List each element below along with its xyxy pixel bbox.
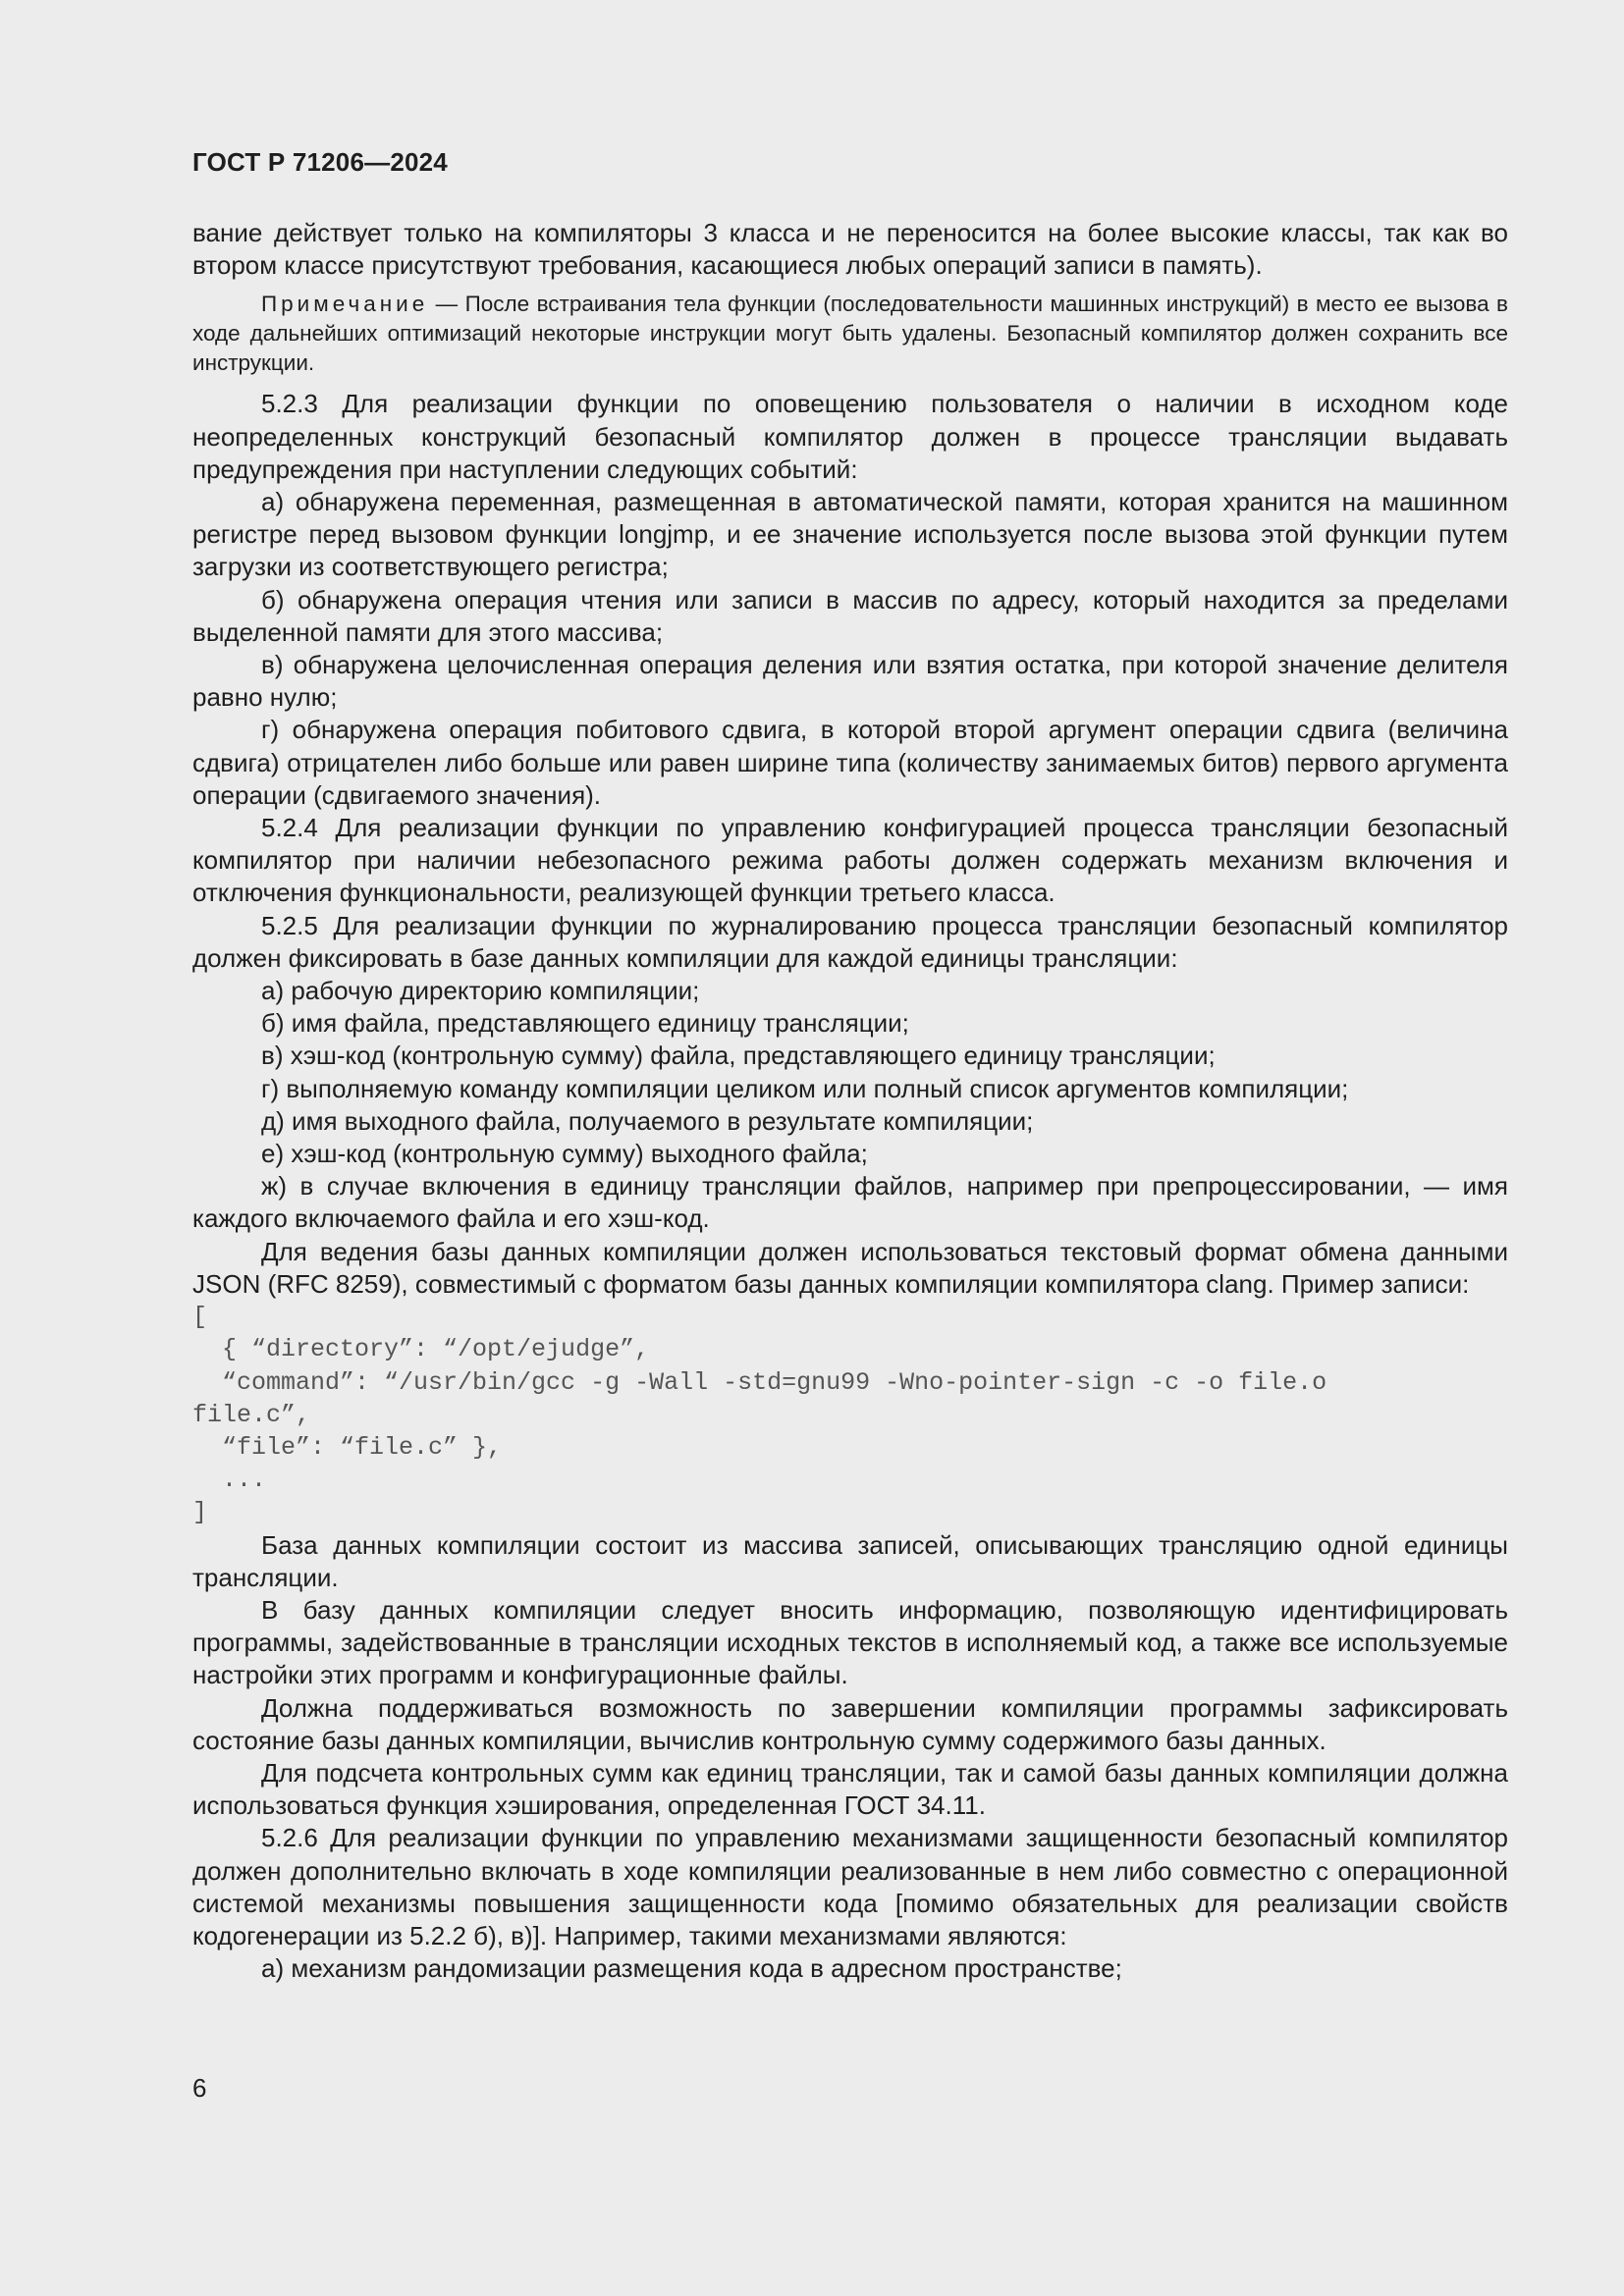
list-item: г) выполняемую команду компиляции целиком или полный список аргументов компиляции; [261, 1073, 1349, 1103]
paragraph-db-3: Должна поддерживаться возможность по завершении компиляции программы зафиксировать состояние базы данных компиляции, вычислив контрольную сумму содержимого базы данных. [192, 1692, 1508, 1755]
clause-5-2-6: 5.2.6 Для реализации функции по управлению механизмами защищенности безопасный компилятор должен дополнительно включать в ходе компиляции реализованные в нем либо совместно с операционной системой механизмы повышения защищенности кода [помимо обязательных для реализации свойств кодогенерации из 5.2.2 б), в)]. Например, такими механизмами являются: [192, 1823, 1508, 1950]
list-item: а) механизм рандомизации размещения кода в адресном пространстве; [261, 1953, 1122, 1984]
paragraph-intro: вание действует только на компиляторы 3 класса и не переносится на более высокие классы, так как во втором классе присутствуют требования, касающиеся любых операций записи в память). [192, 218, 1508, 281]
note-label: Примечание [261, 292, 429, 317]
paragraph-db-2: В базу данных компиляции следует вносить информацию, позволяющую идентифицировать программы, задействованные в трансляции исходных текстов в исполняемый код, а также все используемые настройки этих программ и конфигурационные файлы. [192, 1594, 1508, 1690]
note [192, 290, 1508, 378]
document-page [192, 147, 1508, 1985]
clause-5-2-3: 5.2.3 Для реализации функции по оповещению пользователя о наличии в исходном коде неопределенных конструкций безопасный компилятор должен в процессе трансляции выдавать предупреждения при наступлении следующих событий: [192, 389, 1508, 484]
list-item: г) обнаружена операция побитового сдвига, в которой второй аргумент операции сдвига (величина сдвига) отрицателен либо больше или равен ширине типа (количеству занимаемых битов) первого аргумента операции (сдвигаемого значения). [192, 715, 1508, 810]
list-item: а) обнаружена переменная, размещенная в автоматической памяти, которая хранится на машинном регистре перед вызовом функции longjmp, и ее значение используется после вызова этой функции путем загрузки из соответствующего регистра; [192, 487, 1508, 582]
page-number: 6 [192, 2073, 207, 2103]
clause-5-2-4: 5.2.4 Для реализации функции по управлению конфигурацией процесса трансляции безопасный компилятор при наличии небезопасного режима работы должен содержать механизм включения и отключения функциональности, реализующей функции третьего класса. [192, 813, 1508, 908]
list-item: е) хэш-код (контрольную сумму) выходного файла; [261, 1139, 868, 1169]
clause-5-2-5: 5.2.5 Для реализации функции по журналированию процесса трансляции безопасный компилятор должен фиксировать в базе данных компиляции для каждой единицы трансляции: [192, 910, 1508, 973]
note-text: — После встраивания тела функции (последовательности машинных инструкций) в место ее вызова в ходе дальнейших оптимизаций некоторые инструкции могут быть удалены. Безопасный компилятор должен сохранить все инструкции. [192, 292, 1508, 376]
paragraph-db-4: Для подсчета контрольных сумм как единиц трансляции, так и самой базы данных компиляции должна использоваться функция хэширования, определенная ГОСТ 34.11. [192, 1757, 1508, 1821]
list-item: б) обнаружена операция чтения или записи в массив по адресу, который находится за пределами выделенной памяти для этого массива; [192, 584, 1508, 647]
paragraph-db-1: База данных компиляции состоит из массива записей, описывающих трансляцию одной единицы трансляции. [192, 1529, 1508, 1592]
list-item: в) обнаружена целочисленная операция деления или взятия остатка, при которой значение делителя равно нулю; [192, 650, 1508, 713]
list-item: б) имя файла, представляющего единицу трансляции; [261, 1008, 909, 1039]
list-item: д) имя выходного файла, получаемого в результате компиляции; [261, 1105, 1034, 1136]
paragraph-json: Для ведения базы данных компиляции должен использоваться текстовый формат обмена данными JSON (RFC 8259), совместимый с форматом базы данных компиляции компилятора clang. Пример записи: [192, 1236, 1508, 1299]
document-header: ГОСТ Р 71206—2024 [192, 147, 448, 177]
list-item: в) хэш-код (контрольную сумму) файла, представляющего единицу трансляции; [261, 1041, 1216, 1071]
code-example: [ { “directory”: “/opt/ejudge”, “command”: “/usr/bin/gcc -g -Wall -std=gnu99 -Wno-pointer-sign -c -o file.o file.c”, “file”: “file.c” }, ... ] [192, 1303, 1327, 1527]
list-item: а) рабочую директорию компиляции; [261, 976, 700, 1006]
list-item: ж) в случае включения в единицу трансляции файлов, например при препроцессировании, — имя каждого включаемого файла и его хэш-код. [192, 1171, 1508, 1234]
